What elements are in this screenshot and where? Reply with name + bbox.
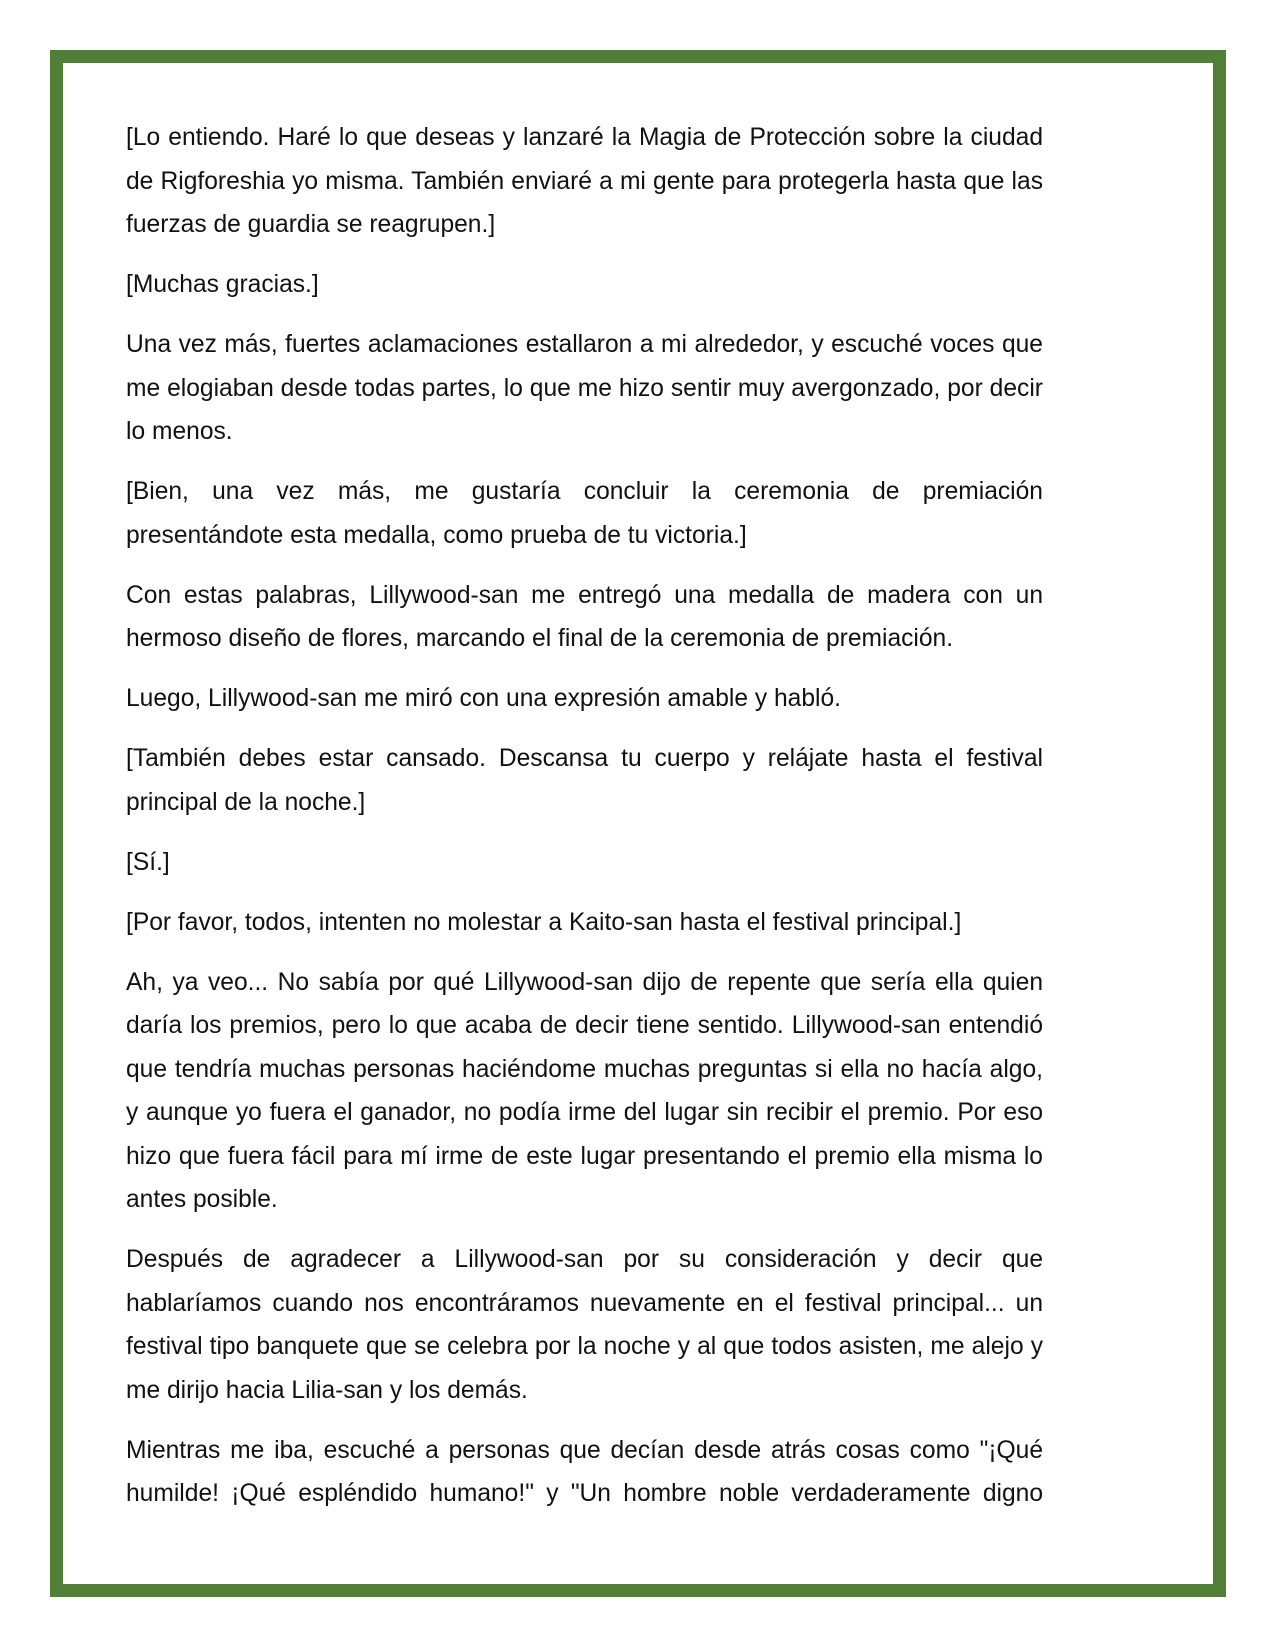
paragraph-5: Con estas palabras, Lillywood-san me entregó una medalla de madera con un hermoso diseño de flores, marcando el final de la ceremonia de premiación.	[126, 581, 1043, 652]
paragraph-4: [Bien, una vez más, me gustaría concluir la ceremonia de premiación presentándote esta medalla, como prueba de tu victoria.]	[126, 478, 1043, 549]
paragraph-1: [Lo entiendo. Haré lo que deseas y lanzaré la Magia de Protección sobre la ciudad de Rigforeshia yo misma. También enviaré a mi gente para protegerla hasta que las fuerzas de guardia se reagrupen.]	[126, 124, 1043, 238]
paragraph-7: [También debes estar cansado. Descansa tu cuerpo y relájate hasta el festival principal de la noche.]	[126, 745, 1043, 816]
paragraph-3: Una vez más, fuertes aclamaciones estallaron a mi alrededor, y escuché voces que me elogiaban desde todas partes, lo que me hizo sentir muy avergonzado, por decir lo menos.	[126, 331, 1043, 445]
paragraph-8: [Sí.]	[126, 848, 170, 876]
paragraph-9: [Por favor, todos, intenten no molestar a Kaito-san hasta el festival principal.]	[126, 908, 962, 936]
document-body	[126, 116, 1043, 1516]
paragraph-12: Mientras me iba, escuché a personas que decían desde atrás cosas como "¡Qué humilde! ¡Qué espléndido humano!" y "Un hombre noble verdaderamente digno	[126, 1436, 1043, 1507]
paragraph-11: Después de agradecer a Lillywood-san por su consideración y decir que hablaríamos cuando nos encontráramos nuevamente en el festival principal... un festival tipo banquete que se celebra por la noche y al que todos asisten, me alejo y me dirijo hacia Lilia-san y los demás.	[126, 1246, 1043, 1404]
paragraph-10: Ah, ya veo... No sabía por qué Lillywood-san dijo de repente que sería ella quien daría los premios, pero lo que acaba de decir tiene sentido. Lillywood-san entendió que tendría muchas personas haciéndome muchas preguntas si ella no hacía algo, y aunque yo fuera el ganador, no podía irme del lugar sin recibir el premio. Por eso hizo que fuera fácil para mí irme de este lugar presentando el premio ella misma lo antes posible.	[126, 968, 1043, 1213]
paragraph-6: Luego, Lillywood-san me miró con una expresión amable y habló.	[126, 685, 841, 712]
paragraph-2: [Muchas gracias.]	[126, 271, 319, 298]
